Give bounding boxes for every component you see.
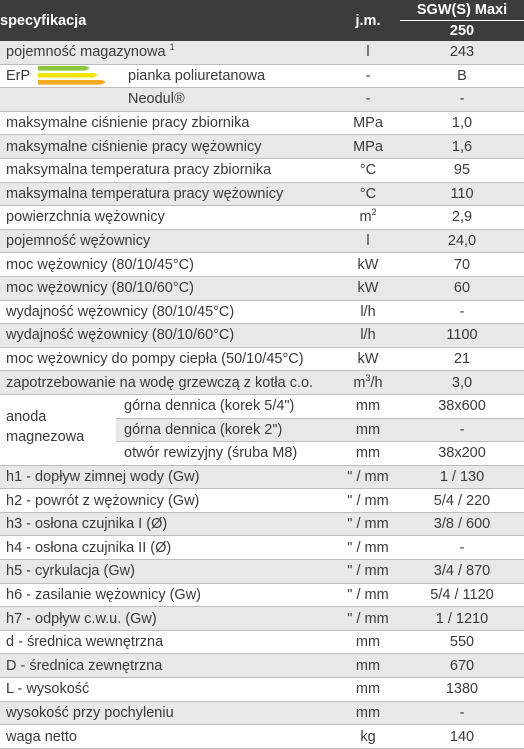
anode-group-label: anoda magnezowa <box>0 407 116 463</box>
erp-row <box>0 88 524 112</box>
row-value: 1380 <box>400 678 524 702</box>
label-text: maksymalna temperatura pracy wężownicy <box>6 185 284 202</box>
row-unit <box>336 347 400 371</box>
table-row <box>0 583 524 607</box>
row-label <box>0 41 336 64</box>
row-value: 70 <box>400 253 524 277</box>
table-header <box>0 0 524 41</box>
row-value: 38x600 <box>400 394 524 418</box>
header-unit: j.m. <box>336 0 400 41</box>
row-value: 2,9 <box>400 206 524 230</box>
row-unit <box>336 206 400 230</box>
row-value: 1100 <box>400 324 524 348</box>
energy-class-bar <box>38 66 90 71</box>
label-text: maksymalne ciśnienie pracy zbiornika <box>6 115 250 132</box>
unit-text: - <box>365 91 371 108</box>
row-unit <box>336 512 400 536</box>
label-text: moc wężownicy (80/10/45°C) <box>6 256 194 273</box>
table-row <box>0 560 524 584</box>
row-label <box>0 654 336 678</box>
row-label <box>0 536 336 560</box>
row-unit <box>336 536 400 560</box>
row-label <box>0 678 336 702</box>
unit-text: " / mm <box>347 539 389 556</box>
header-spec: specyfikacja <box>0 0 336 41</box>
row-value: 3/8 / 600 <box>400 512 524 536</box>
unit-text: mm <box>355 445 381 462</box>
unit-text: " / mm <box>347 586 389 603</box>
row-value: 60 <box>400 276 524 300</box>
table-row <box>0 135 524 159</box>
row-value: 5/4 / 220 <box>400 489 524 513</box>
row-label <box>0 182 336 206</box>
row-unit <box>336 41 400 64</box>
unit-suffix: /h <box>370 374 383 391</box>
label-text: h7 - odpływ c.w.u. (Gw) <box>6 610 157 627</box>
row-value: 3/4 / 870 <box>400 560 524 584</box>
row-unit <box>336 607 400 631</box>
row-unit <box>336 324 400 348</box>
row-unit <box>336 442 400 466</box>
unit-text: mm <box>355 421 381 438</box>
row-unit <box>336 88 400 112</box>
row-unit <box>336 654 400 678</box>
row-value: 140 <box>400 725 524 749</box>
row-unit <box>336 725 400 749</box>
row-label <box>0 583 336 607</box>
table-row <box>0 182 524 206</box>
label-text: pojemność magazynowa <box>6 44 166 61</box>
row-value: B <box>400 64 524 88</box>
row-value: 243 <box>400 41 524 64</box>
label-text: d - średnica wewnętrzna <box>6 634 164 651</box>
anode-sub-label: górna dennica (korek 5/4") <box>124 397 295 414</box>
row-unit <box>336 465 400 489</box>
unit-text: " / mm <box>347 563 389 580</box>
row-unit <box>336 158 400 182</box>
unit-text: mm <box>355 398 381 415</box>
footnote-marker: 1 <box>169 42 175 53</box>
row-label <box>0 324 336 348</box>
table-row <box>0 324 524 348</box>
row-value: 5/4 / 1120 <box>400 583 524 607</box>
unit-superscript: 2 <box>371 207 377 218</box>
row-value: 3,0 <box>400 371 524 395</box>
label-text: maksymalna temperatura pracy zbiornika <box>6 162 272 179</box>
anode-row <box>0 394 524 418</box>
row-unit <box>336 300 400 324</box>
row-value: 1 / 130 <box>400 465 524 489</box>
table-row <box>0 300 524 324</box>
label-text: D - średnica zewnętrzna <box>6 657 163 674</box>
row-label <box>0 300 336 324</box>
unit-text: kW <box>357 256 379 273</box>
erp-row <box>0 64 524 88</box>
unit-text: m <box>359 209 372 226</box>
table-row <box>0 607 524 631</box>
row-value: - <box>400 536 524 560</box>
unit-text: kW <box>357 280 379 297</box>
label-text: pojemność wężownicy <box>6 233 151 250</box>
row-label <box>0 512 336 536</box>
label-text: h4 - osłona czujnika II (Ø) <box>6 539 172 556</box>
row-unit <box>336 678 400 702</box>
table-row <box>0 489 524 513</box>
unit-superscript: 3 <box>365 372 371 383</box>
row-value: 110 <box>400 182 524 206</box>
unit-text: kW <box>357 351 379 368</box>
row-unit <box>336 583 400 607</box>
unit-text: l/h <box>360 327 376 344</box>
erp-row-label <box>0 88 336 112</box>
row-label <box>0 560 336 584</box>
energy-class-bar <box>38 80 106 85</box>
row-label <box>0 465 336 489</box>
row-label <box>0 489 336 513</box>
table-row <box>0 229 524 253</box>
row-value: - <box>400 300 524 324</box>
row-unit <box>336 276 400 300</box>
erp-row-label <box>0 64 336 88</box>
unit-text: l <box>366 44 370 61</box>
table-row <box>0 630 524 654</box>
label-text: L - wysokość <box>6 681 90 698</box>
label-text: powierzchnia wężownicy <box>6 209 165 226</box>
row-label <box>0 347 336 371</box>
row-label <box>0 253 336 277</box>
energy-class-bar <box>38 73 98 78</box>
row-value: 38x200 <box>400 442 524 466</box>
row-unit <box>336 135 400 159</box>
table-row <box>0 111 524 135</box>
table-row <box>0 465 524 489</box>
label-text: wydajność wężownicy (80/10/45°C) <box>6 303 235 320</box>
table-row <box>0 678 524 702</box>
row-label <box>0 206 336 230</box>
erp-label: ErP <box>6 67 31 84</box>
row-label <box>0 229 336 253</box>
table-row <box>0 725 524 749</box>
unit-text: " / mm <box>347 516 389 533</box>
row-value: 1,0 <box>400 111 524 135</box>
unit-text: m <box>353 374 366 391</box>
header-model: SGW(S) Maxi <box>400 0 524 21</box>
label-text: wysokość przy pochyleniu <box>6 704 174 721</box>
header-capacity: 250 <box>400 21 524 42</box>
unit-text: l <box>366 233 370 250</box>
row-unit <box>336 229 400 253</box>
row-unit <box>336 111 400 135</box>
unit-text: kg <box>360 728 376 745</box>
row-value: - <box>400 88 524 112</box>
label-text: maksymalne ciśnienie pracy wężownicy <box>6 138 262 155</box>
unit-text: " / mm <box>347 468 389 485</box>
unit-text: " / mm <box>347 492 389 509</box>
row-label <box>0 135 336 159</box>
unit-text: °C <box>359 185 377 202</box>
row-label <box>0 371 336 395</box>
label-text: moc wężownicy do pompy ciepła (50/10/45°C) <box>6 351 304 368</box>
row-label <box>0 725 336 749</box>
table-row <box>0 512 524 536</box>
row-value: 24,0 <box>400 229 524 253</box>
table-row <box>0 347 524 371</box>
row-value: 670 <box>400 654 524 678</box>
label-text: wydajność wężownicy (80/10/60°C) <box>6 327 235 344</box>
row-value: 1,6 <box>400 135 524 159</box>
unit-text: - <box>365 67 371 84</box>
label-text: h5 - cyrkulacja (Gw) <box>6 563 135 580</box>
table-row <box>0 158 524 182</box>
erp-group <box>6 64 108 88</box>
table-row <box>0 206 524 230</box>
row-label <box>0 630 336 654</box>
table-row <box>0 41 524 64</box>
row-value: - <box>400 701 524 725</box>
unit-text: mm <box>355 681 381 698</box>
row-unit <box>336 64 400 88</box>
row-unit <box>336 182 400 206</box>
row-unit <box>336 253 400 277</box>
unit-text: MPa <box>353 115 383 132</box>
row-label <box>0 111 336 135</box>
table-row <box>0 276 524 300</box>
label-text: zapotrzebowanie na wodę grzewczą z kotła c.o. <box>6 374 314 391</box>
label-text: h6 - zasilanie wężownicy (Gw) <box>6 586 202 603</box>
erp-option-label: Neodul® <box>128 91 185 108</box>
row-unit <box>336 394 400 418</box>
row-unit <box>336 418 400 442</box>
unit-text: l/h <box>360 303 376 320</box>
table-row <box>0 371 524 395</box>
unit-text: °C <box>359 162 377 179</box>
label-text: waga netto <box>6 728 77 745</box>
row-label <box>0 607 336 631</box>
row-unit <box>336 371 400 395</box>
row-unit <box>336 701 400 725</box>
anode-sub-label: górna dennica (korek 2") <box>124 421 283 438</box>
label-text: h3 - osłona czujnika I (Ø) <box>6 516 168 533</box>
row-unit <box>336 489 400 513</box>
label-text: h1 - dopływ zimnej wody (Gw) <box>6 468 200 485</box>
erp-option-label: pianka poliuretanowa <box>128 67 266 84</box>
row-value: 21 <box>400 347 524 371</box>
anode-sub-label: otwór rewizyjny (śruba M8) <box>124 445 298 462</box>
table-row <box>0 253 524 277</box>
row-value: 1 / 1210 <box>400 607 524 631</box>
table-row <box>0 701 524 725</box>
unit-text: mm <box>355 704 381 721</box>
row-unit <box>336 630 400 654</box>
row-label <box>0 158 336 182</box>
unit-text: mm <box>355 657 381 674</box>
row-value: 95 <box>400 158 524 182</box>
label-text: moc wężownicy (80/10/60°C) <box>6 280 194 297</box>
row-value: - <box>400 418 524 442</box>
table-body <box>0 41 524 748</box>
row-label <box>0 701 336 725</box>
unit-text: mm <box>355 634 381 651</box>
row-unit <box>336 560 400 584</box>
unit-text: " / mm <box>347 610 389 627</box>
unit-text: MPa <box>353 138 383 155</box>
table-row <box>0 536 524 560</box>
row-value: 550 <box>400 630 524 654</box>
label-text: h2 - powrót z wężownicy (Gw) <box>6 492 200 509</box>
row-label <box>0 276 336 300</box>
energy-class-icon <box>38 64 108 88</box>
table-row <box>0 654 524 678</box>
